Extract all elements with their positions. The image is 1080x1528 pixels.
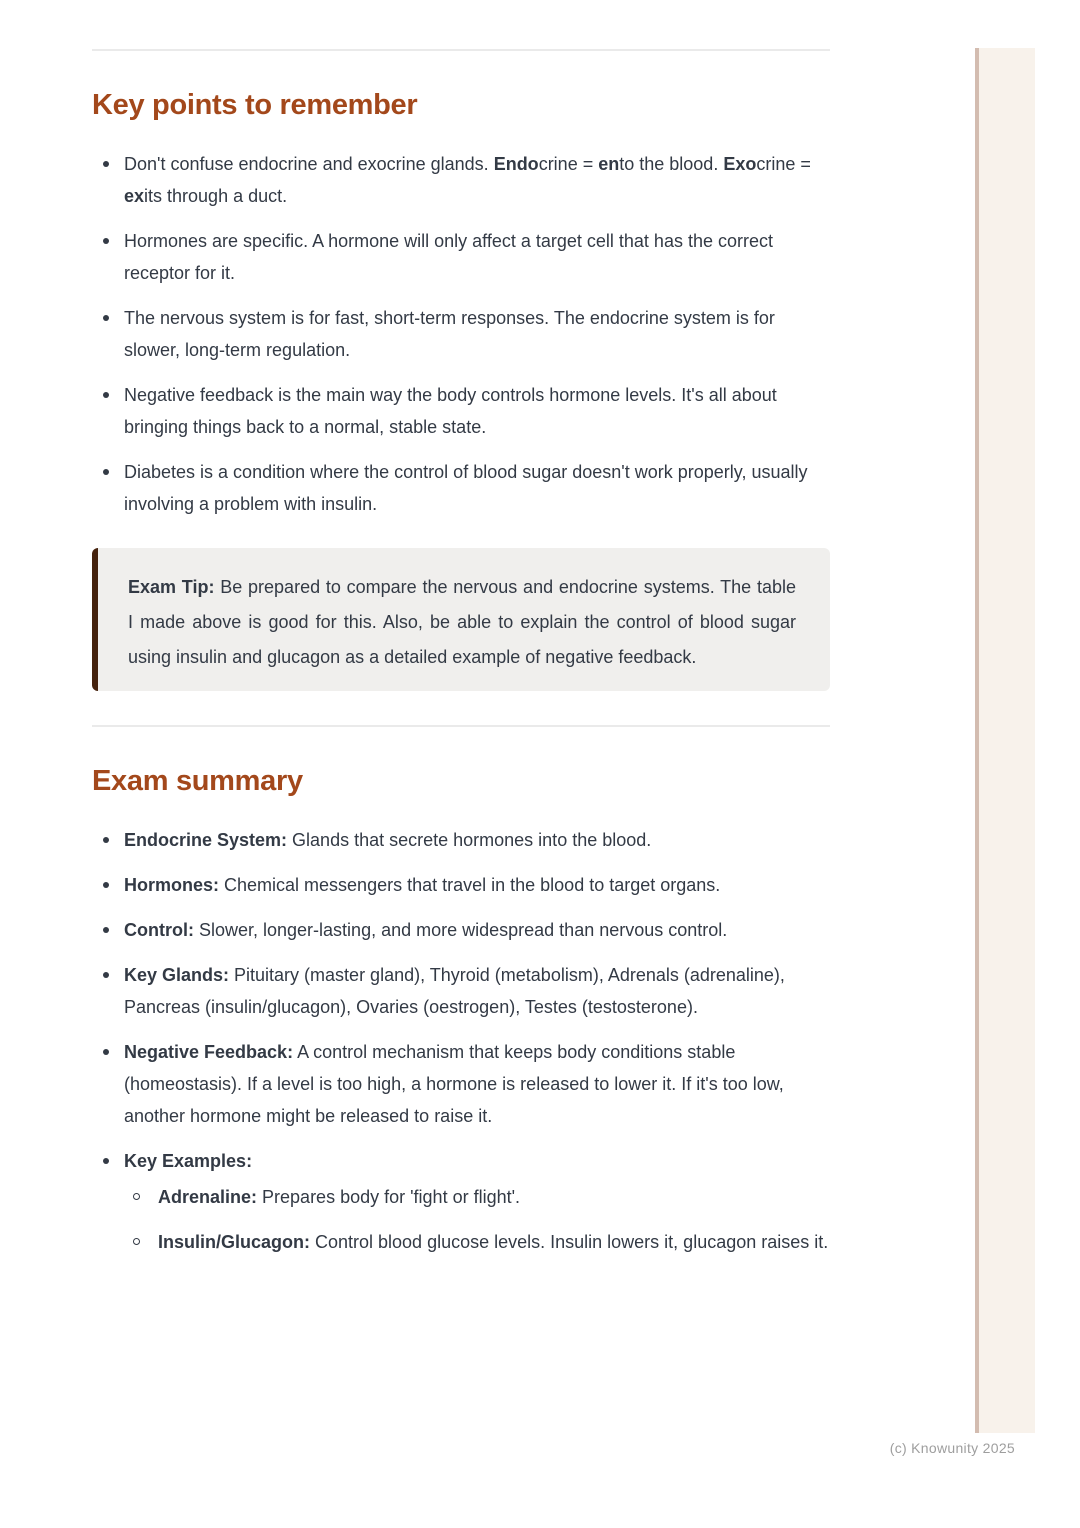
bullet-marker [103,1049,109,1055]
bullet-text [124,1042,784,1126]
bullet-marker [103,238,109,244]
bullet-segment: Slower, longer-lasting, and more widespread than nervous control. [193,920,728,940]
bullet-text [124,965,785,1017]
bullet-segment: Glands that secrete hormones into the blood. [287,830,652,850]
bullet-segment: to the blood. [619,154,724,174]
bullet-segment: Chemical messengers that travel in the blood to target organs. [219,875,721,895]
bullet-text [124,308,775,360]
sub-bullet-marker [133,1238,140,1245]
sub-bullet-marker [133,1193,140,1200]
bullet-text [158,1232,828,1252]
bullet-bold-segment: ex [124,186,145,206]
bullet-text [124,875,720,895]
bullet-marker [103,469,109,475]
list-item [92,959,830,1023]
bullet-text [124,462,807,514]
bullet-lead: Adrenaline: [158,1187,258,1207]
bullet-text [124,154,811,206]
bullet-marker [103,392,109,398]
bullet-lead: Control: [124,920,194,940]
list-item [92,914,830,946]
list-item [92,148,830,212]
section-divider-top [92,49,830,51]
bullet-segment: Hormones are specific. A hormone will only affect a target cell that has the correct receptor for it. [124,231,773,283]
sub-list-item [124,1226,830,1258]
bullet-lead: Hormones: [124,875,220,895]
page-edge-stripe [975,48,1035,1433]
bullet-segment: Diabetes is a condition where the control of blood sugar doesn't work properly, usually involving a problem with insulin. [124,462,808,514]
bullet-text [158,1187,520,1207]
bullet-lead: Insulin/Glucagon: [158,1232,310,1252]
section-divider-middle [92,725,830,727]
section-title-key-points: Key points to remember [92,89,418,121]
bullet-segment: Negative feedback is the main way the body controls hormone levels. It's all about bringing things back to a normal, stable state. [124,385,777,437]
bullet-marker [103,972,109,978]
bullet-segment: Prepares body for 'fight or flight'. [257,1187,521,1207]
bullet-marker [103,927,109,933]
bullet-text [124,385,777,437]
exam-tip-body: Be prepared to compare the nervous and endocrine systems. The table I made above is good for this. Also, be able to explain the control of blood sugar using insulin and glucagon as a detailed example of negative feedback. [128,577,796,667]
bullet-text [124,1151,252,1171]
bullet-lead: Negative Feedback: [124,1042,294,1062]
key-points-list [92,148,830,520]
bullet-segment: crine = [756,154,811,174]
bullet-marker [103,1158,109,1164]
list-item [92,869,830,901]
section-title-exam-summary: Exam summary [92,765,303,797]
bullet-segment: crine = [538,154,599,174]
list-item [92,456,830,520]
bullet-bold-segment: en [598,154,620,174]
bullet-text [124,830,651,850]
bullet-marker [103,315,109,321]
bullet-bold-segment: Exo [723,154,757,174]
exam-tip-label: Exam Tip: [128,577,215,597]
bullet-text [124,231,773,283]
list-item [92,824,830,856]
bullet-marker [103,161,109,167]
bullet-lead: Key Glands: [124,965,230,985]
list-item [92,1036,830,1132]
bullet-segment: its through a duct. [144,186,288,206]
bullet-segment: Don't confuse endocrine and exocrine glands. [124,154,494,174]
list-item [92,379,830,443]
bullet-bold-segment: Endo [493,154,539,174]
copyright-footer: (c) Knowunity 2025 [889,1440,1015,1456]
exam-tip-callout [92,548,830,691]
bullet-text [124,920,727,940]
exam-summary-list [92,824,830,1258]
bullet-lead: Key Examples: [124,1151,253,1171]
bullet-segment: Pituitary (master gland), Thyroid (metabolism), Adrenals (adrenaline), Pancreas (insulin/glucagon), Ovaries (oestrogen), Testes (testosterone). [124,965,785,1017]
bullet-segment: A control mechanism that keeps body conditions stable (homeostasis). If a level is too high, a hormone is released to lower it. If it's too low, another hormone might be released to raise it. [124,1042,784,1126]
bullet-marker [103,837,109,843]
bullet-lead: Endocrine System: [124,830,288,850]
list-item [92,302,830,366]
bullet-marker [103,882,109,888]
sub-list [124,1181,830,1258]
bullet-segment: The nervous system is for fast, short-term responses. The endocrine system is for slower, long-term regulation. [124,308,775,360]
bullet-segment: Control blood glucose levels. Insulin lowers it, glucagon raises it. [310,1232,829,1252]
list-item [92,225,830,289]
sub-list-item [124,1181,830,1213]
exam-tip-text [128,570,796,675]
list-item [92,1145,830,1258]
content-column [92,0,830,1258]
